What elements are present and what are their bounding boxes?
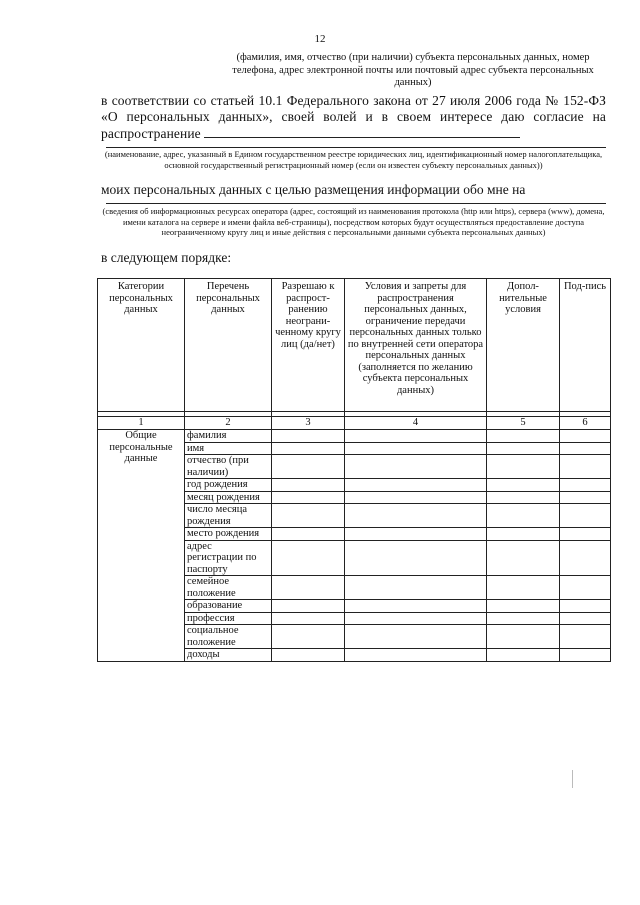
permission-cell[interactable] (272, 442, 345, 455)
permission-cell[interactable] (272, 491, 345, 504)
operator-rule (106, 147, 606, 148)
header-list: Перечень персональных данных (185, 279, 272, 412)
item-label: образование (185, 600, 272, 613)
item-label: социальное положение (185, 625, 272, 649)
additional-cell[interactable] (487, 491, 560, 504)
permission-cell[interactable] (272, 504, 345, 528)
conditions-cell[interactable] (345, 600, 487, 613)
additional-cell[interactable] (487, 649, 560, 662)
column-number: 4 (345, 417, 487, 430)
permission-cell[interactable] (272, 600, 345, 613)
column-number-row (98, 417, 611, 430)
permission-cell[interactable] (272, 455, 345, 479)
resources-note: (сведения об информационных ресурсах оператора (адрес, состоящий из наименования протокола (http или https), сервера (www), домена, имени каталога на сервере и имени файла веб-страницы), посредством которых будут осуществляться предоставление доступа неограниченному кругу лиц и иные действия с персональными данными субъекта персональных данных) (102, 206, 605, 237)
item-label: месяц рождения (185, 491, 272, 504)
item-label: число месяца рождения (185, 504, 272, 528)
additional-cell[interactable] (487, 504, 560, 528)
additional-cell[interactable] (487, 612, 560, 625)
column-number: 2 (185, 417, 272, 430)
personal-data-table (97, 278, 611, 662)
consent-paragraph-text: в соответствии со статьей 10.1 Федерального закона от 27 июля 2006 года № 152-ФЗ «О персональных данных», своей волей и в своем интересе даю согласие на распространение (101, 93, 606, 141)
conditions-cell[interactable] (345, 491, 487, 504)
signature-cell[interactable] (560, 442, 611, 455)
header-category: Категории персональных данных (98, 279, 185, 412)
order-line: в следующем порядке: (101, 250, 232, 265)
permission-cell[interactable] (272, 576, 345, 600)
header-signature: Под-пись (560, 279, 611, 412)
header-conditions: Условия и запреты для распространения персональных данных, ограничение передачи персональных данных только по внутренней сети оператора персональных данных (заполняется по желанию субъекта персональных данных) (345, 279, 487, 412)
category-cell: Общие персональные данные (98, 430, 185, 662)
additional-cell[interactable] (487, 442, 560, 455)
scan-mark (572, 770, 573, 788)
signature-cell[interactable] (560, 430, 611, 443)
signature-cell[interactable] (560, 600, 611, 613)
permission-cell[interactable] (272, 649, 345, 662)
item-label: адрес регистрации по паспорту (185, 540, 272, 576)
conditions-cell[interactable] (345, 649, 487, 662)
conditions-cell[interactable] (345, 430, 487, 443)
signature-cell[interactable] (560, 625, 611, 649)
conditions-cell[interactable] (345, 625, 487, 649)
signature-cell[interactable] (560, 479, 611, 492)
item-label: отчество (при наличии) (185, 455, 272, 479)
permission-cell[interactable] (272, 612, 345, 625)
conditions-cell[interactable] (345, 455, 487, 479)
purpose-line: моих персональных данных с целью размещения информации обо мне на (101, 182, 526, 197)
permission-cell[interactable] (272, 528, 345, 541)
column-number: 5 (487, 417, 560, 430)
conditions-cell[interactable] (345, 576, 487, 600)
column-number: 6 (560, 417, 611, 430)
table-row (98, 430, 611, 443)
conditions-cell[interactable] (345, 442, 487, 455)
item-label: год рождения (185, 479, 272, 492)
permission-cell[interactable] (272, 540, 345, 576)
conditions-cell[interactable] (345, 504, 487, 528)
subject-name-note: (фамилия, имя, отчество (при наличии) субъекта персональных данных, номер телефона, адрес электронной почты или почтовый адрес субъекта персональных данных) (232, 52, 594, 88)
signature-cell[interactable] (560, 491, 611, 504)
additional-cell[interactable] (487, 576, 560, 600)
item-label: семейное положение (185, 576, 272, 600)
signature-cell[interactable] (560, 455, 611, 479)
item-label: имя (185, 442, 272, 455)
permission-cell[interactable] (272, 430, 345, 443)
additional-cell[interactable] (487, 528, 560, 541)
consent-paragraph (101, 93, 606, 142)
signature-cell[interactable] (560, 612, 611, 625)
signature-cell[interactable] (560, 576, 611, 600)
conditions-cell[interactable] (345, 479, 487, 492)
additional-cell[interactable] (487, 540, 560, 576)
item-label: доходы (185, 649, 272, 662)
additional-cell[interactable] (487, 430, 560, 443)
page-number: 12 (314, 33, 326, 45)
signature-cell[interactable] (560, 528, 611, 541)
item-label: место рождения (185, 528, 272, 541)
conditions-cell[interactable] (345, 612, 487, 625)
conditions-cell[interactable] (345, 528, 487, 541)
signature-cell[interactable] (560, 649, 611, 662)
additional-cell[interactable] (487, 625, 560, 649)
signature-cell[interactable] (560, 504, 611, 528)
column-number: 3 (272, 417, 345, 430)
additional-cell[interactable] (487, 455, 560, 479)
additional-cell[interactable] (487, 600, 560, 613)
header-additional: Допол-нительные условия (487, 279, 560, 412)
column-number: 1 (98, 417, 185, 430)
operator-name-blank[interactable] (204, 125, 520, 138)
item-label: фамилия (185, 430, 272, 443)
additional-cell[interactable] (487, 479, 560, 492)
conditions-cell[interactable] (345, 540, 487, 576)
item-label: профессия (185, 612, 272, 625)
signature-cell[interactable] (560, 540, 611, 576)
header-permission: Разрешаю к распрост-ранению неограни-ченному кругу лиц (да/нет) (272, 279, 345, 412)
permission-cell[interactable] (272, 479, 345, 492)
permission-cell[interactable] (272, 625, 345, 649)
operator-note: (наименование, адрес, указанный в Едином государственном реестре юридических лиц, идентификационный номер налогоплательщика, основной государственный регистрационный номер (если он известен субъекту персональных данных)) (104, 149, 603, 170)
table-header-row (98, 279, 611, 412)
resources-rule (106, 203, 606, 204)
